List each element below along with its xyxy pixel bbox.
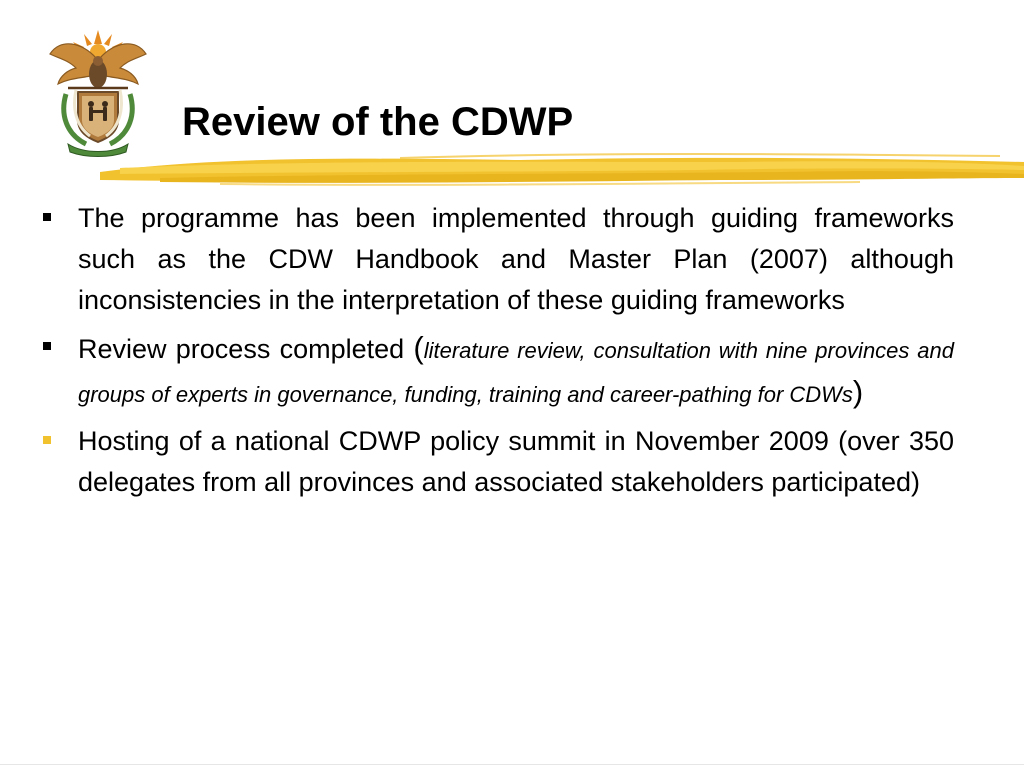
bullet-item (40, 421, 954, 503)
close-paren: ) (852, 374, 864, 409)
open-paren: ( (413, 330, 424, 365)
bullet-lead-text: Review process completed (78, 334, 414, 364)
bullet-text: The programme has been implemented through guiding frameworks such as the CDW Handbook and Master Plan (2007) although inconsistencies in the interpretation of these guiding frameworks (78, 203, 954, 315)
coat-of-arms-logo (46, 28, 150, 158)
bullet-item (40, 327, 954, 415)
square-bullet-gold-icon (43, 436, 51, 444)
title-brush-underline (100, 148, 1024, 190)
bullet-italic-note: literature review, consultation with nine provinces and groups of experts in governance, funding, training and career-pathing for CDWs (78, 338, 954, 407)
slide-title: Review of the CDWP (182, 100, 574, 144)
bullet-item (40, 198, 954, 321)
square-bullet-icon (43, 213, 51, 221)
square-bullet-icon (43, 342, 51, 350)
footer-divider (0, 764, 1024, 765)
bullet-text: Hosting of a national CDWP policy summit in November 2009 (over 350 delegates from all provinces and associated stakeholders participated) (78, 426, 954, 497)
bullet-list (40, 198, 954, 509)
